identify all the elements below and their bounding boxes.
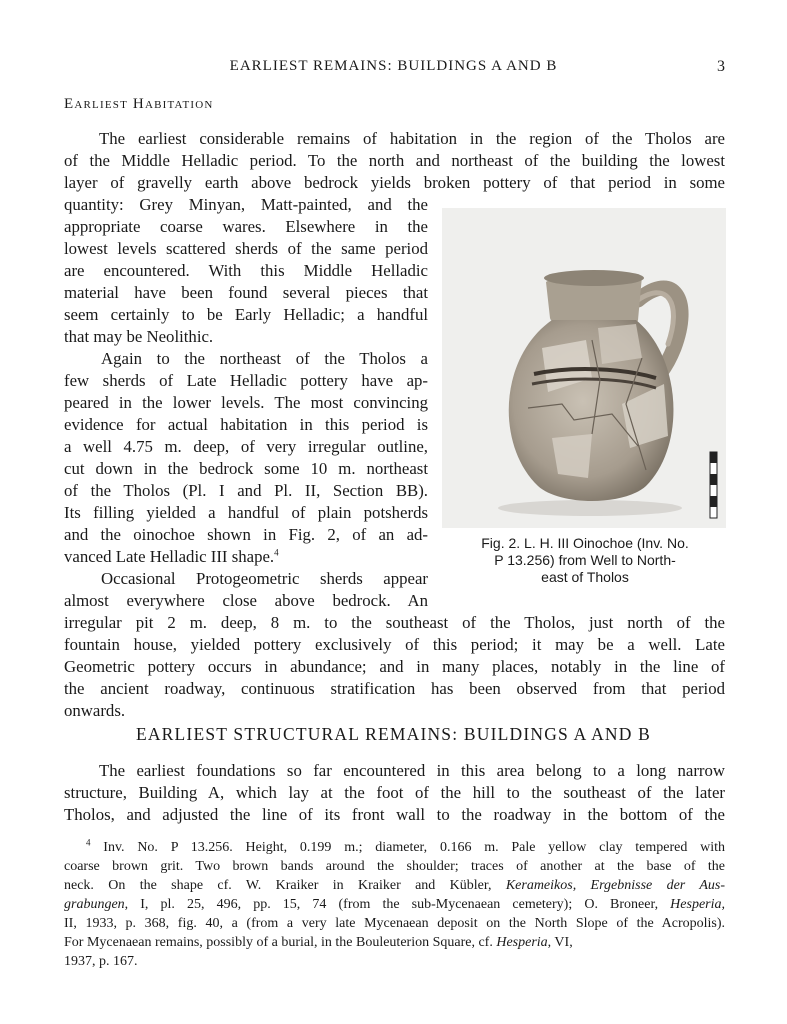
body-line: of the Middle Helladic period. To the north and northeast of the building the lowest (64, 151, 725, 170)
footnote-line (64, 933, 725, 952)
body-line: The earliest considerable remains of habitation in the region of the Tholos are (99, 129, 725, 148)
footnote-text: 1937, p. 167. (64, 954, 138, 969)
caption-line: east of Tholos (541, 569, 629, 585)
footnote-italic-text: Kerameikos, Ergebnisse der Aus- (505, 878, 725, 893)
footnote-text: coarse brown grit. Two brown bands around the shoulder; traces of another at the base of the (64, 859, 725, 874)
structural-heading: EARLIEST STRUCTURAL REMAINS: BUILDINGS A AND B (135, 724, 652, 744)
figure-caption (446, 535, 724, 586)
body-line: seem certainly to be Early Helladic; a handful (64, 305, 428, 324)
body-line: Again to the northeast of the Tholos a (101, 349, 428, 368)
body-line: material have been found several pieces that (64, 283, 428, 302)
body-line: a well 4.75 m. deep, of very irregular outline, (64, 437, 428, 456)
body-line: irregular pit 2 m. deep, 8 m. to the southeast of the Tholos, just north of the (64, 613, 725, 632)
body-line: Geometric pottery occurs in abundance; and in many places, notably in the line of (64, 657, 725, 676)
figure-oinochoe-photo (442, 208, 726, 528)
footnote-line (64, 857, 725, 876)
footnote-text: neck. On the shape cf. W. Kraiker in Kraiker and Kübler, (64, 878, 506, 893)
caption-line: Fig. 2. L. H. III Oinochoe (Inv. No. (481, 535, 689, 551)
footnote-text: Inv. No. P 13.256. Height, 0.199 m.; diameter, 0.166 m. Pale yellow clay tempered with (103, 840, 726, 855)
oinochoe-illustration (442, 208, 726, 528)
body-line: evidence for actual habitation in this period is (64, 415, 428, 434)
body-line: Its filling yielded a handful of plain potsherds (64, 503, 428, 522)
body-line: appropriate coarse wares. Elsewhere in the (64, 217, 428, 236)
footnote-italic-text: Hesperia, (670, 897, 725, 912)
body-line: fountain house, yielded pottery exclusively of this period; it may be a well. Late (64, 635, 725, 654)
footnote-line (64, 914, 725, 933)
footnote-line (64, 895, 725, 914)
body-line: and the oinochoe shown in Fig. 2, of an ad- (64, 525, 428, 544)
footnote-text: , I, pl. 25, 496, pp. 15, 74 (from the sub-Mycenaean cemetery); O. Broneer, (124, 897, 671, 912)
body-line: the ancient roadway, continuous stratification has been observed from that period (64, 679, 725, 698)
body-line: vanced Late Helladic III shape. (64, 547, 275, 566)
page-number: 3 (717, 58, 725, 75)
footnote-marker: 4 (86, 837, 91, 848)
footnote-reference: 4 (274, 547, 279, 558)
structural-line: The earliest foundations so far encountered in this area belong to a long narrow (99, 761, 725, 780)
footnote-text: II, 1933, p. 368, fig. 40, a (from a very late Mycenaean deposit on the North Slope of the Acropolis). (64, 916, 725, 931)
body-line: quantity: Grey Minyan, Matt-painted, and the (64, 195, 428, 214)
body-line: layer of gravelly earth above bedrock yields broken pottery of that period in some (64, 173, 725, 192)
body-line: lowest levels scattered sherds of the same period (64, 239, 428, 258)
footnote-line (64, 876, 725, 895)
caption-line: P 13.256) from Well to North- (494, 552, 676, 568)
footnote-line (64, 838, 725, 857)
footnote-italic-text: Hesperia (496, 935, 548, 950)
structural-line: Tholos, and adjusted the line of its front wall to the roadway in the bottom of the (64, 805, 725, 824)
footnotes (64, 838, 725, 971)
body-line: few sherds of Late Helladic pottery have ap- (64, 371, 428, 390)
footnote-text: For Mycenaean remains, possibly of a burial, in the Bouleuterion Square, cf. (64, 935, 497, 950)
body-line: peared in the lower levels. The most convincing (64, 393, 428, 412)
footnote-italic-text: grabungen (64, 897, 125, 912)
section-heading: Earliest Habitation (64, 96, 214, 112)
body-line: Occasional Protogeometric sherds appear (101, 569, 428, 588)
body-line: almost everywhere close above bedrock. An (64, 591, 428, 610)
body-line: of the Tholos (Pl. I and Pl. II, Section BB). (64, 481, 428, 500)
footnote-text: , VI, (547, 935, 573, 950)
body-line: are encountered. With this Middle Helladic (64, 261, 428, 280)
running-head (0, 58, 787, 80)
running-title: EARLIEST REMAINS: BUILDINGS A AND B (229, 58, 558, 74)
footnote-line (64, 952, 725, 971)
body-line-with-footnote-ref (64, 546, 279, 568)
structural-line: structure, Building A, which lay at the foot of the hill to the southeast of the later (64, 783, 725, 802)
body-line: cut down in the bedrock some 10 m. northeast (64, 459, 428, 478)
body-line: that may be Neolithic. (64, 327, 214, 346)
body-line: onwards. (64, 701, 126, 720)
